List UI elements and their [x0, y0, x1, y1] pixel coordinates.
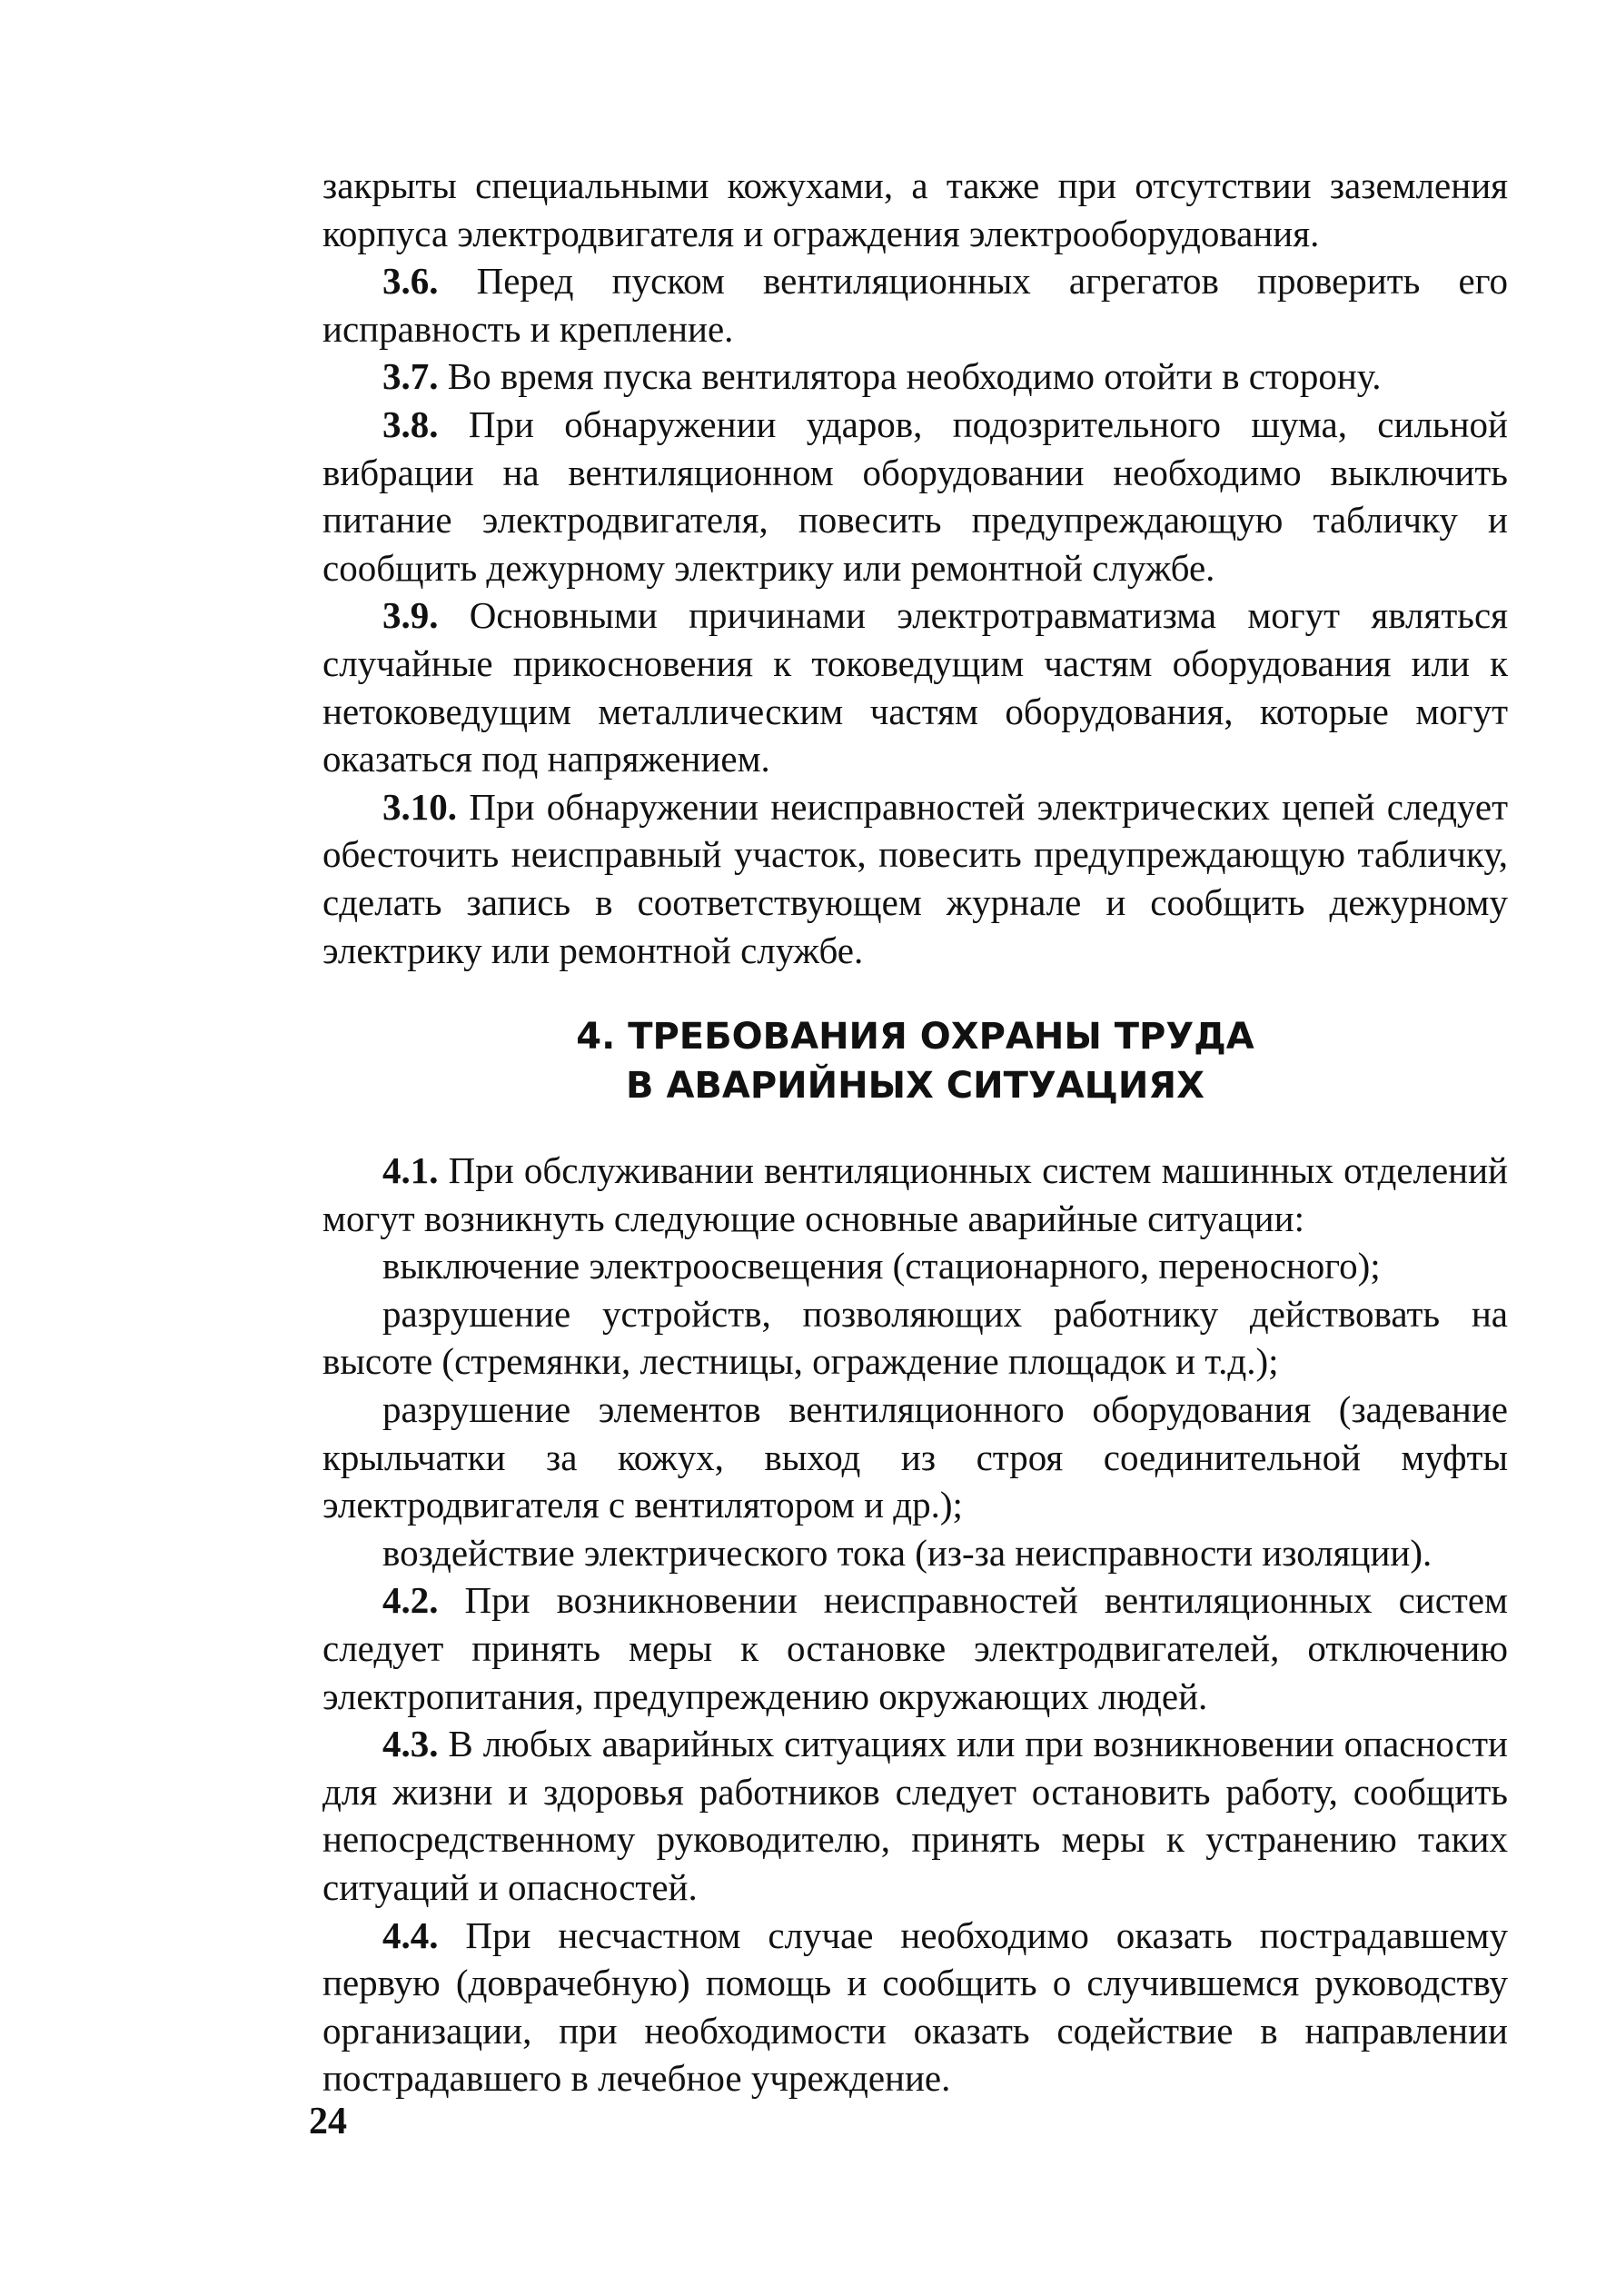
item-number: 4.2.	[382, 1579, 439, 1622]
item-text: При возникновении неисправностей вентиляционных систем следует принять меры к остановке электродвигателей, отключению электропитания, предупреждению окружающих людей.	[322, 1579, 1508, 1717]
item-3-9	[322, 591, 1508, 782]
item-number: 3.7.	[382, 355, 439, 398]
item-text: В любых аварийных ситуациях или при возникновении опасности для жизни и здоровья работников следует остановить работу, сообщить непосредственному руководителю, принять меры к устранению таких ситуаций и опасностей.	[322, 1723, 1508, 1908]
item-text: При обслуживании вентиляционных систем машинных отделений могут возникнуть следующие основные аварийные ситуации:	[322, 1149, 1508, 1239]
item-text: При обнаружении неисправностей электрических цепей следует обесточить неисправный участок, повесить предупреждающую табличку, сделать запись в соответствующем журнале и сообщить дежурному электрику или ремонтной службе.	[322, 785, 1508, 971]
item-text: При обнаружении ударов, подозрительного шума, сильной вибрации на вентиляционном оборудовании необходимо выключить питание электродвигателя, повесить предупреждающую табличку и сообщить дежурному электрику или ремонтной службе.	[322, 403, 1508, 589]
section-heading-line-1: 4. ТРЕБОВАНИЯ ОХРАНЫ ТРУДА	[576, 1016, 1254, 1059]
list-item: воздействие электрического тока (из-за неисправности изоляции).	[382, 1531, 1433, 1574]
item-number: 3.10.	[382, 785, 457, 828]
item-4-2	[322, 1576, 1508, 1720]
continued-paragraph: закрыты специальными кожухами, а также при отсутствии заземления корпуса электродвигателя и ограждения электрооборудования.	[322, 164, 1508, 254]
item-text: При несчастном случае необходимо оказать пострадавшему первую (доврачебную) помощь и сообщить о случившемся руководству организации, при необходимости оказать содействие в направлении пострадавшего в лечебное учреждение.	[322, 1913, 1508, 2100]
item-number: 3.6.	[382, 260, 439, 303]
item-4-1	[322, 1147, 1508, 1242]
section-heading	[322, 1012, 1508, 1110]
item-3-8	[322, 401, 1508, 591]
item-4-4	[322, 1912, 1508, 2102]
list-item: разрушение устройств, позволяющих работнику действовать на высоте (стремянки, лестницы, ограждение площадок и т.д.);	[322, 1292, 1508, 1383]
item-4-3	[322, 1720, 1508, 1911]
body-text	[322, 162, 1508, 2102]
item-3-6	[322, 257, 1508, 353]
item-number: 3.9.	[382, 594, 439, 637]
section-heading-line-2: В АВАРИЙНЫХ СИТУАЦИЯХ	[626, 1065, 1205, 1108]
item-text: Перед пуском вентиляционных агрегатов проверить его исправность и крепление.	[322, 260, 1508, 350]
item-number: 4.3.	[382, 1723, 439, 1765]
item-number: 3.8.	[382, 403, 439, 445]
page-number: 24	[309, 2101, 347, 2142]
list-item: разрушение элементов вентиляционного оборудования (задевание крыльчатки за кожух, выход из строя соединительной муфты электродвигателя с вентилятором и др.);	[322, 1388, 1508, 1526]
list-item: выключение электроосвещения (стационарного, переносного);	[382, 1245, 1381, 1287]
item-number: 4.1.	[382, 1149, 439, 1192]
item-text: Во время пуска вентилятора необходимо отойти в сторону.	[438, 355, 1382, 398]
item-number: 4.4.	[382, 1913, 439, 1956]
item-3-7	[322, 353, 1508, 401]
item-3-10	[322, 783, 1508, 974]
item-text: Основными причинами электротравматизма могут являться случайные прикосновения к токоведущим частям оборудования или к нетоковедущим металлическим частям оборудования, которые могут оказаться под напряжением.	[322, 594, 1508, 780]
